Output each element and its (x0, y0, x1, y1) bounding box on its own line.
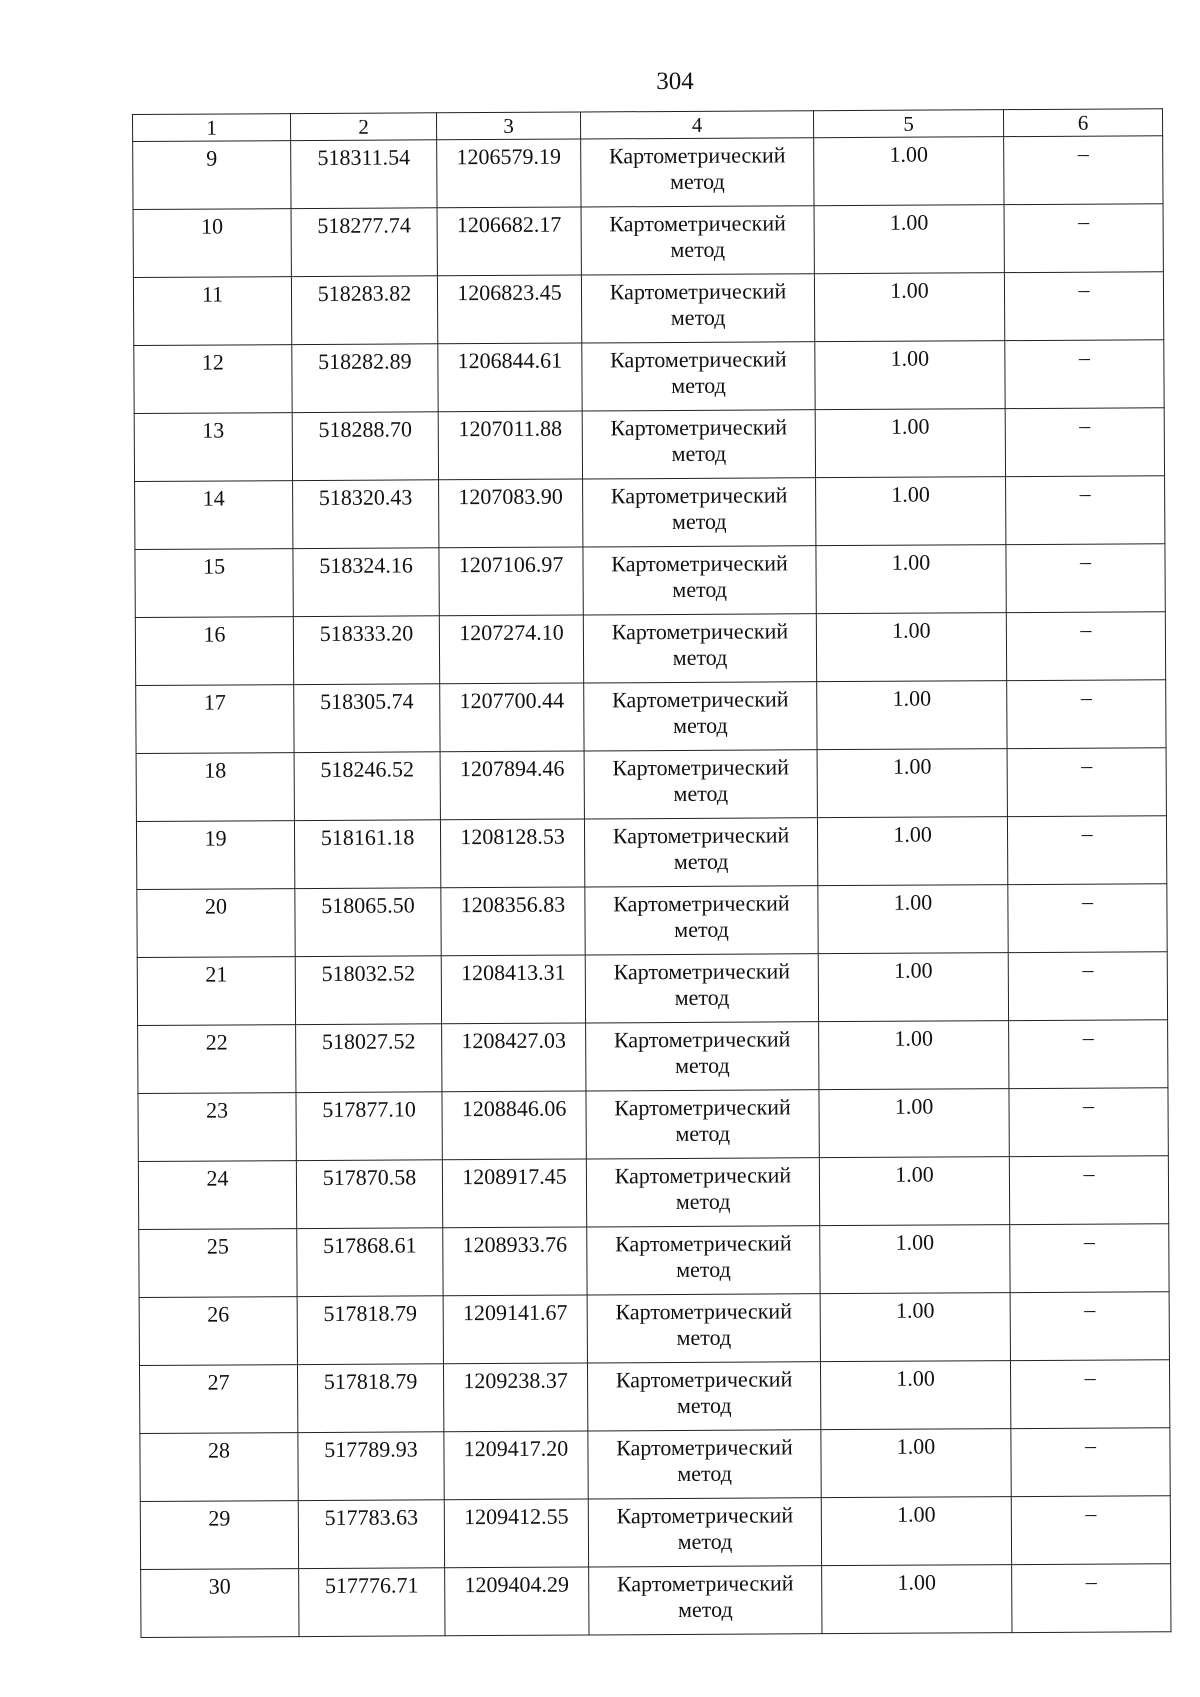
method-cell (581, 138, 814, 207)
point-number-cell: 9 (133, 141, 291, 210)
x-coordinate-cell: 518283.82 (291, 276, 437, 345)
point-number-cell: 10 (133, 209, 291, 278)
y-coordinate-cell: 1207274.10 (439, 615, 583, 684)
point-number-cell: 29 (140, 1501, 298, 1570)
note-cell: – (1009, 1156, 1168, 1225)
method-cell (582, 410, 815, 479)
y-coordinate-cell: 1208427.03 (442, 1023, 586, 1092)
method-line-2: метод (675, 1188, 731, 1214)
method-cell (588, 1430, 821, 1499)
method-cell (583, 478, 816, 547)
method-cell (585, 954, 818, 1023)
header-cell-5: 5 (813, 110, 1003, 138)
accuracy-cell: 1.00 (822, 1565, 1012, 1634)
method-line-1: Картометрический (610, 346, 787, 373)
method-line-2: метод (671, 372, 726, 398)
accuracy-cell: 1.00 (816, 613, 1006, 682)
x-coordinate-cell: 518305.74 (294, 684, 440, 753)
note-cell: – (1007, 748, 1166, 817)
y-coordinate-cell: 1207083.90 (439, 479, 583, 548)
accuracy-cell: 1.00 (819, 1157, 1009, 1226)
y-coordinate-cell: 1206823.45 (437, 275, 581, 344)
x-coordinate-cell: 518324.16 (293, 548, 439, 617)
note-cell: – (1008, 884, 1167, 953)
method-line-2: метод (677, 1528, 733, 1554)
method-line-1: Картометрический (616, 1502, 794, 1529)
method-cell (586, 1022, 819, 1091)
method-line-1: Картометрический (611, 686, 789, 713)
table-row (134, 408, 1164, 482)
method-line-1: Картометрический (616, 1434, 793, 1461)
x-coordinate-cell: 518277.74 (291, 208, 437, 277)
accuracy-cell: 1.00 (815, 409, 1005, 478)
point-number-cell: 22 (138, 1025, 296, 1094)
accuracy-cell: 1.00 (814, 205, 1004, 274)
point-number-cell: 18 (136, 753, 294, 822)
method-line-1: Картометрический (614, 1230, 792, 1257)
note-cell: – (1012, 1564, 1171, 1633)
method-cell (586, 1158, 819, 1227)
method-line-2: метод (674, 916, 729, 942)
y-coordinate-cell: 1209417.20 (444, 1431, 588, 1500)
header-cell-2: 2 (291, 113, 437, 141)
coordinates-table-container (132, 108, 1170, 1638)
method-line-2: метод (672, 576, 728, 602)
header-cell-1: 1 (133, 114, 291, 142)
method-line-2: метод (677, 1460, 732, 1486)
note-cell: – (1009, 1020, 1168, 1089)
accuracy-cell: 1.00 (820, 1225, 1010, 1294)
method-line-1: Картометрический (609, 278, 787, 305)
x-coordinate-cell: 518320.43 (293, 480, 439, 549)
y-coordinate-cell: 1208846.06 (442, 1091, 586, 1160)
note-cell: – (1006, 544, 1165, 613)
x-coordinate-cell: 518333.20 (293, 616, 439, 685)
x-coordinate-cell: 518311.54 (291, 140, 437, 209)
table-row (135, 476, 1165, 550)
method-cell (587, 1362, 820, 1431)
method-cell (584, 750, 817, 819)
method-line-1: Картометрический (614, 1162, 792, 1189)
method-cell (586, 1090, 819, 1159)
accuracy-cell: 1.00 (817, 681, 1007, 750)
method-line-1: Картометрический (613, 958, 791, 985)
method-cell (583, 546, 816, 615)
x-coordinate-cell: 517868.61 (297, 1228, 443, 1297)
y-coordinate-cell: 1209238.37 (443, 1363, 587, 1432)
y-coordinate-cell: 1207106.97 (439, 547, 583, 616)
method-cell (587, 1226, 820, 1295)
method-cell (582, 342, 815, 411)
header-cell-4: 4 (580, 111, 813, 139)
accuracy-cell: 1.00 (814, 273, 1004, 342)
point-number-cell: 16 (135, 617, 293, 686)
point-number-cell: 15 (135, 549, 293, 618)
accuracy-cell: 1.00 (815, 341, 1005, 410)
method-line-1: Картометрический (612, 822, 790, 849)
table-row (139, 1224, 1169, 1298)
point-number-cell: 27 (139, 1365, 297, 1434)
x-coordinate-cell: 518282.89 (292, 344, 438, 413)
y-coordinate-cell: 1208128.53 (440, 819, 584, 888)
table-row (136, 748, 1166, 822)
header-cell-3: 3 (436, 112, 580, 140)
table-row (139, 1360, 1169, 1434)
method-line-2: метод (674, 1052, 730, 1078)
table-row (135, 612, 1165, 686)
x-coordinate-cell: 518065.50 (295, 888, 441, 957)
method-line-2: метод (676, 1392, 732, 1418)
point-number-cell: 24 (138, 1161, 296, 1230)
note-cell: – (1010, 1360, 1169, 1429)
table-row (134, 340, 1164, 414)
accuracy-cell: 1.00 (816, 545, 1006, 614)
table-row (133, 272, 1163, 346)
x-coordinate-cell: 518246.52 (294, 752, 440, 821)
method-cell (585, 886, 818, 955)
method-cell (581, 206, 814, 275)
note-cell: – (1004, 204, 1163, 273)
method-line-1: Картометрический (614, 1094, 791, 1121)
note-cell: – (1010, 1292, 1169, 1361)
y-coordinate-cell: 1208413.31 (441, 955, 585, 1024)
method-line-2: метод (673, 848, 729, 874)
accuracy-cell: 1.00 (819, 1089, 1009, 1158)
table-row (133, 136, 1163, 210)
method-cell (587, 1294, 820, 1363)
method-line-2: метод (675, 1120, 731, 1146)
note-cell: – (1007, 816, 1166, 885)
point-number-cell: 11 (133, 277, 291, 346)
method-line-1: Картометрический (612, 754, 789, 781)
y-coordinate-cell: 1209404.29 (445, 1567, 589, 1636)
accuracy-cell: 1.00 (820, 1361, 1010, 1430)
method-line-2: метод (670, 304, 726, 330)
y-coordinate-cell: 1207011.88 (438, 411, 582, 480)
table-row (140, 1496, 1170, 1570)
table-row (137, 952, 1167, 1026)
note-cell: – (1010, 1224, 1169, 1293)
table-row (133, 204, 1163, 278)
x-coordinate-cell: 517870.58 (296, 1160, 442, 1229)
x-coordinate-cell: 517783.63 (298, 1500, 444, 1569)
x-coordinate-cell: 518032.52 (295, 956, 441, 1025)
point-number-cell: 23 (138, 1093, 296, 1162)
method-line-1: Картометрический (608, 142, 786, 169)
point-number-cell: 13 (134, 413, 292, 482)
point-number-cell: 17 (136, 685, 294, 754)
method-line-1: Картометрический (615, 1298, 792, 1325)
point-number-cell: 14 (135, 481, 293, 550)
method-line-2: метод (670, 236, 726, 262)
x-coordinate-cell: 517818.79 (297, 1364, 443, 1433)
note-cell: – (1006, 476, 1165, 545)
method-line-1: Картометрический (613, 1026, 791, 1053)
method-line-2: метод (676, 1256, 731, 1282)
method-cell (589, 1566, 822, 1635)
accuracy-cell: 1.00 (814, 137, 1004, 206)
method-line-1: Картометрический (613, 890, 790, 917)
accuracy-cell: 1.00 (817, 817, 1007, 886)
point-number-cell: 21 (137, 957, 295, 1026)
method-line-2: метод (671, 508, 727, 534)
x-coordinate-cell: 517877.10 (296, 1092, 442, 1161)
note-cell: – (1009, 1088, 1168, 1157)
method-line-2: метод (671, 440, 727, 466)
y-coordinate-cell: 1206579.19 (437, 139, 581, 208)
x-coordinate-cell: 518161.18 (294, 820, 440, 889)
point-number-cell: 25 (139, 1229, 297, 1298)
accuracy-cell: 1.00 (819, 1021, 1009, 1090)
method-line-2: метод (672, 644, 728, 670)
page-number: 304 (656, 68, 694, 95)
accuracy-cell: 1.00 (818, 885, 1008, 954)
table-row (135, 544, 1165, 618)
point-number-cell: 20 (137, 889, 295, 958)
accuracy-cell: 1.00 (820, 1293, 1010, 1362)
point-number-cell: 12 (134, 345, 292, 414)
method-cell (583, 614, 816, 683)
method-line-1: Картометрический (615, 1366, 793, 1393)
y-coordinate-cell: 1207700.44 (440, 683, 584, 752)
table-row (140, 1428, 1170, 1502)
table-row (136, 680, 1166, 754)
x-coordinate-cell: 517776.71 (299, 1568, 445, 1637)
method-line-1: Картометрический (609, 210, 786, 237)
y-coordinate-cell: 1208356.83 (441, 887, 585, 956)
method-line-2: метод (673, 780, 729, 806)
table-row (141, 1564, 1171, 1638)
accuracy-cell: 1.00 (818, 953, 1008, 1022)
note-cell: – (1007, 680, 1166, 749)
note-cell: – (1008, 952, 1167, 1021)
y-coordinate-cell: 1208917.45 (442, 1159, 586, 1228)
x-coordinate-cell: 517818.79 (297, 1296, 443, 1365)
note-cell: – (1011, 1428, 1170, 1497)
method-cell (584, 818, 817, 887)
method-cell (588, 1498, 821, 1567)
point-number-cell: 19 (136, 821, 294, 890)
x-coordinate-cell: 518288.70 (292, 412, 438, 481)
table-row (136, 816, 1166, 890)
method-cell (581, 274, 814, 343)
table-row (138, 1156, 1168, 1230)
table-row (139, 1292, 1169, 1366)
method-line-1: Картометрический (616, 1570, 794, 1597)
accuracy-cell: 1.00 (821, 1429, 1011, 1498)
y-coordinate-cell: 1209141.67 (443, 1295, 587, 1364)
point-number-cell: 26 (139, 1297, 297, 1366)
method-line-2: метод (677, 1596, 733, 1622)
point-number-cell: 28 (140, 1433, 298, 1502)
method-line-2: метод (674, 984, 730, 1010)
note-cell: – (1005, 340, 1164, 409)
coordinates-table (132, 108, 1171, 1638)
table-row (137, 884, 1167, 958)
y-coordinate-cell: 1206844.61 (438, 343, 582, 412)
y-coordinate-cell: 1206682.17 (437, 207, 581, 276)
method-line-2: метод (673, 712, 728, 738)
x-coordinate-cell: 517789.93 (298, 1432, 444, 1501)
x-coordinate-cell: 518027.52 (296, 1024, 442, 1093)
y-coordinate-cell: 1209412.55 (444, 1499, 588, 1568)
note-cell: – (1011, 1496, 1170, 1565)
y-coordinate-cell: 1208933.76 (443, 1227, 587, 1296)
table-body (133, 136, 1171, 1638)
note-cell: – (1005, 408, 1164, 477)
header-cell-6: 6 (1003, 109, 1162, 137)
method-line-2: метод (676, 1324, 732, 1350)
note-cell: – (1004, 136, 1163, 205)
method-line-1: Картометрический (611, 618, 789, 645)
note-cell: – (1004, 272, 1163, 341)
accuracy-cell: 1.00 (816, 477, 1006, 546)
method-line-1: Картометрический (610, 414, 788, 441)
method-line-2: метод (670, 168, 725, 194)
table-row (138, 1088, 1168, 1162)
method-line-1: Картометрический (611, 550, 788, 577)
accuracy-cell: 1.00 (821, 1497, 1011, 1566)
accuracy-cell: 1.00 (817, 749, 1007, 818)
point-number-cell: 30 (141, 1569, 299, 1638)
note-cell: – (1006, 612, 1165, 681)
y-coordinate-cell: 1207894.46 (440, 751, 584, 820)
method-cell (584, 682, 817, 751)
table-row (138, 1020, 1168, 1094)
method-line-1: Картометрический (610, 482, 788, 509)
